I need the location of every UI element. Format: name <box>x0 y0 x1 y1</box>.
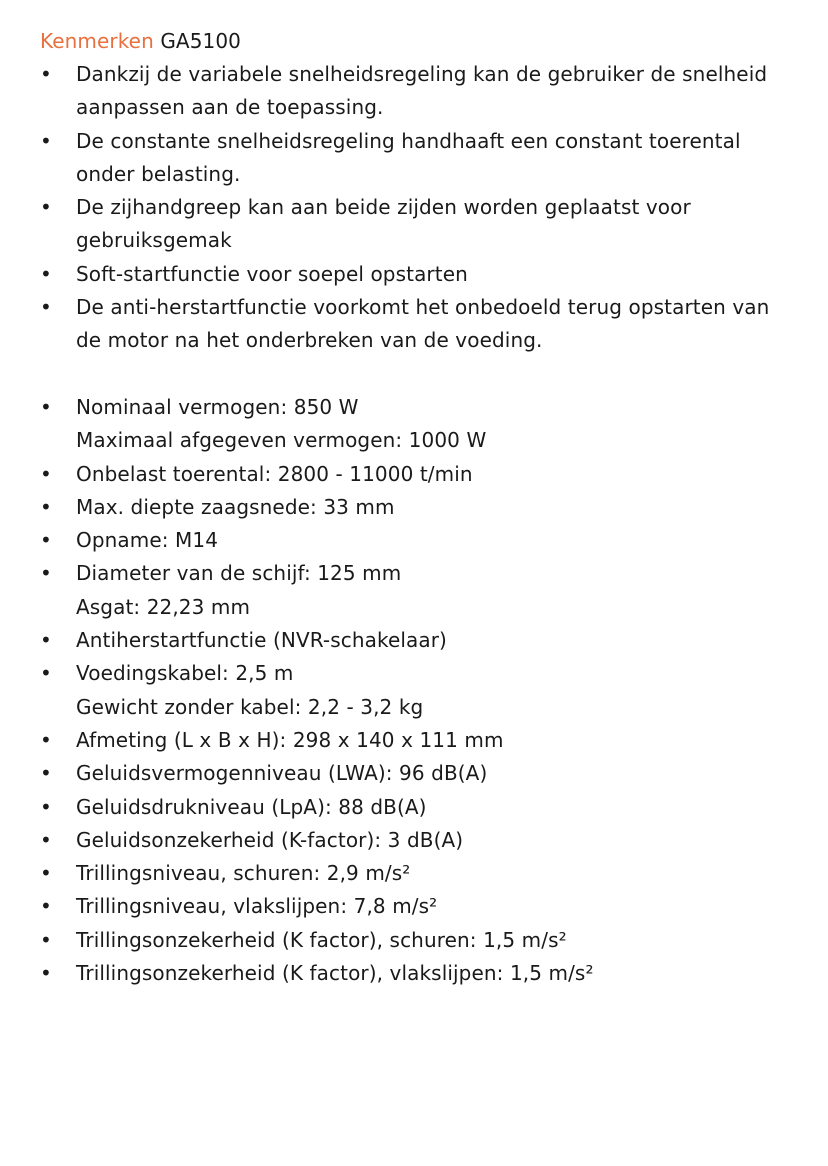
page-title <box>40 25 800 58</box>
feature-item: • Soft-startfunctie voor soepel opstarten <box>40 258 800 291</box>
spec-item: • Geluidsdrukniveau (LpA): 88 dB(A) <box>40 791 800 824</box>
spec-item: • Geluidsvermogenniveau (LWA): 96 dB(A) <box>40 757 800 790</box>
model-number: GA5100 <box>160 29 242 53</box>
spec-item: • Trillingsonzekerheid (K factor), schuren: 1,5 m/s² <box>40 924 800 957</box>
spec-item: • Nominaal vermogen: 850 W <box>40 391 800 424</box>
spec-item: • Max. diepte zaagsnede: 33 mm <box>40 491 800 524</box>
feature-item: • De zijhandgreep kan aan beide zijden worden geplaatst voor gebruiksgemak <box>40 191 800 258</box>
feature-item: • Dankzij de variabele snelheidsregeling kan de gebruiker de snelheid aanpassen aan de toepassing. <box>40 58 800 125</box>
spec-item: • Opname: M14 <box>40 524 800 557</box>
spec-item-continuation: Maximaal afgegeven vermogen: 1000 W <box>76 428 487 453</box>
spec-item: • Diameter van de schijf: 125 mm <box>40 557 800 590</box>
feature-item: • De constante snelheidsregeling handhaaft een constant toerental onder belasting. <box>40 125 800 192</box>
spec-item-continuation: Asgat: 22,23 mm <box>76 594 251 619</box>
spec-item: • Trillingsniveau, schuren: 2,9 m/s² <box>40 857 800 890</box>
spec-list <box>40 391 800 990</box>
spec-item-continuation: Gewicht zonder kabel: 2,2 - 3,2 kg <box>76 694 424 719</box>
spec-item: • Geluidsonzekerheid (K-factor): 3 dB(A) <box>40 824 800 857</box>
spec-item: • Antiherstartfunctie (NVR-schakelaar) <box>40 624 800 657</box>
spec-item: • Trillingsonzekerheid (K factor), vlakslijpen: 1,5 m/s² <box>40 957 800 990</box>
section-divider <box>40 358 800 391</box>
spec-item: • Afmeting (L x B x H): 298 x 140 x 111 mm <box>40 724 800 757</box>
feature-list <box>40 58 800 358</box>
spec-item: • Trillingsniveau, vlakslijpen: 7,8 m/s² <box>40 890 800 923</box>
spec-item: • Onbelast toerental: 2800 - 11000 t/min <box>40 458 800 491</box>
product-sheet <box>40 25 800 990</box>
spec-item: • Voedingskabel: 2,5 m <box>40 657 800 690</box>
section-label: Kenmerken <box>40 29 154 53</box>
feature-item: • De anti-herstartfunctie voorkomt het onbedoeld terug opstarten van de motor na het onderbreken van de voeding. <box>40 291 800 358</box>
